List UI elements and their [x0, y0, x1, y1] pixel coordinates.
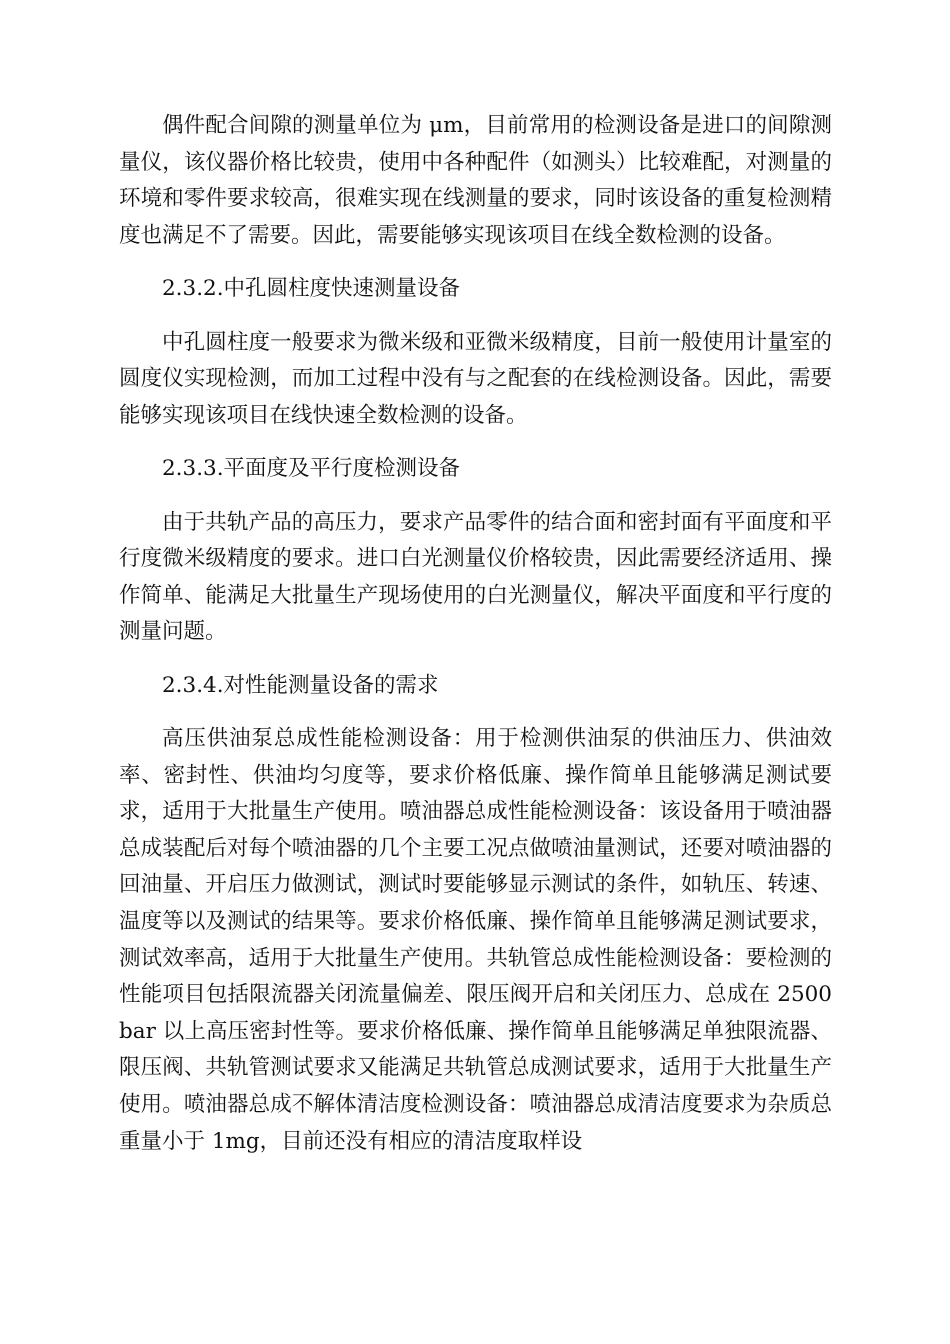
paragraph-performance-equipment: 高压供油泵总成性能检测设备：用于检测供油泵的供油压力、供油效率、密封性、供油均匀度等，要求价格低廉、操作简单且能够满足测试要求，适用于大批量生产使用。喷油器总成性能检测设备：该设备用于喷油器总成装配后对每个喷油器的几个主要工况点做喷油量测试，还要对喷油器的回油量、开启压力做测试，测试时要能够显示测试的条件，如轨压、转速、温度等以及测试的结果等。要求价格低廉、操作简单且能够满足测试要求，测试效率高，适用于大批量生产使用。共轨管总成性能检测设备：要检测的性能项目包括限流器关闭流量偏差、限压阀开启和关闭压力、总成在 2500bar 以上高压密封性等。要求价格低廉、操作简单且能够满足单独限流器、限压阀、共轨管测试要求又能满足共轨管总成测试要求，适用于大批量生产使用。喷油器总成不解体清洁度检测设备：喷油器总成清洁度要求为杂质总重量小于 1mg，目前还没有相应的清洁度取样设	[119, 726, 832, 1154]
heading-2-3-4: 2.3.4.对性能测量设备的需求	[162, 672, 439, 698]
paragraph-cylindricity: 中孔圆柱度一般要求为微米级和亚微米级精度，目前一般使用计量室的圆度仪实现检测，而加工过程中没有与之配套的在线检测设备。因此，需要能够实现该项目在线快速全数检测的设备。	[119, 329, 832, 428]
document-page	[119, 108, 832, 1177]
heading-2-3-2: 2.3.2.中孔圆柱度快速测量设备	[162, 276, 461, 302]
heading-2-3-3: 2.3.3.平面度及平行度检测设备	[162, 456, 461, 482]
paragraph-clearance-measurement: 偶件配合间隙的测量单位为 μm，目前常用的检测设备是进口的间隙测量仪，该仪器价格比较贵，使用中各种配件（如测头）比较难配，对测量的环境和零件要求较高，很难实现在线测量的要求，同时该设备的重复检测精度也满足不了需要。因此，需要能够实现该项目在线全数检测的设备。	[119, 113, 832, 248]
paragraph-flatness: 由于共轨产品的高压力，要求产品零件的结合面和密封面有平面度和平行度微米级精度的要求。进口白光测量仪价格较贵，因此需要经济适用、操作简单、能满足大批量生产现场使用的白光测量仪，解决平面度和平行度的测量问题。	[119, 509, 832, 645]
